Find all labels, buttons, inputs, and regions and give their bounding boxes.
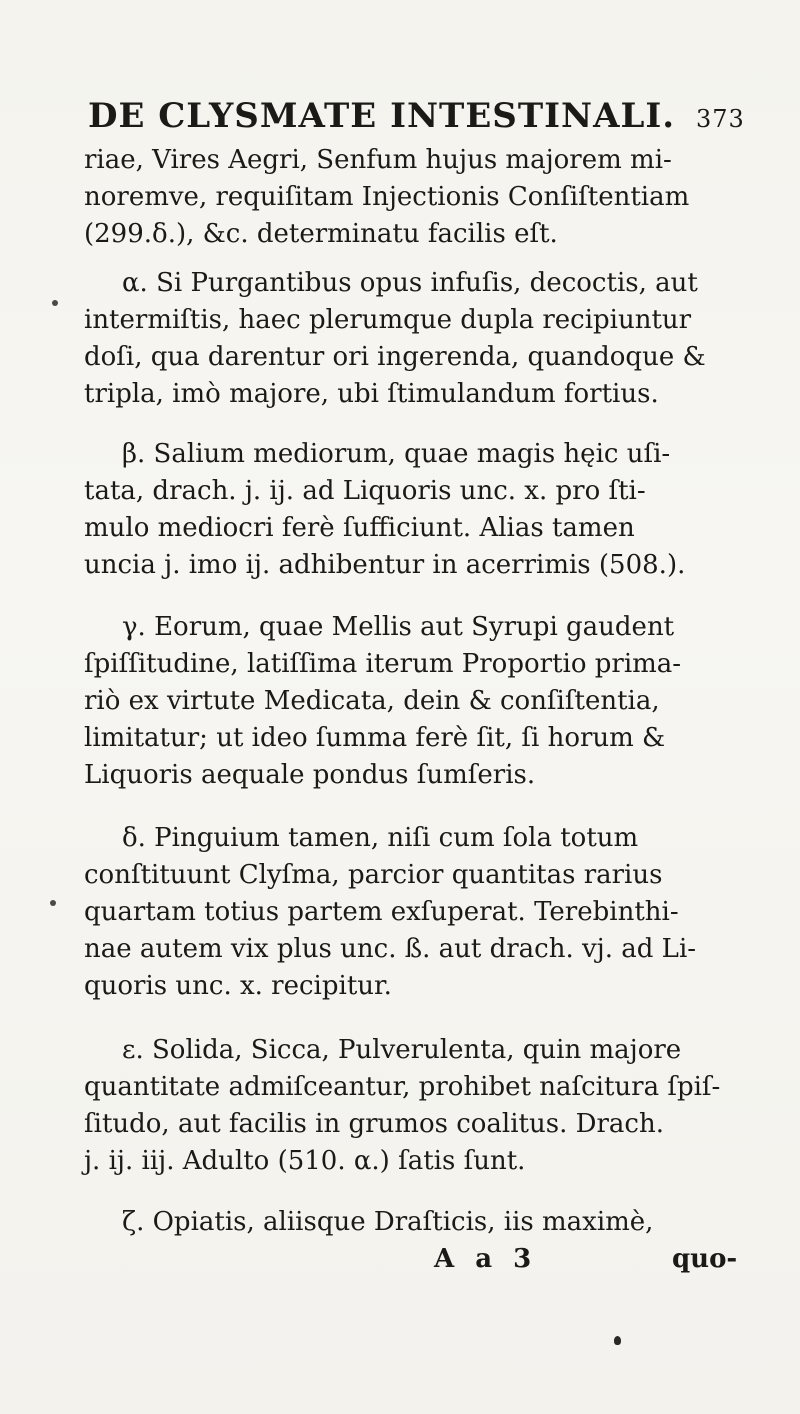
catchword: quo- xyxy=(672,1244,738,1274)
running-title: DE CLYSMATE INTESTINALI. xyxy=(88,96,676,136)
text-line: ε. Solida, Sicca, Pulverulenta, quin majore xyxy=(122,1035,682,1065)
text-line: noremve, requiſitam Injectionis Conſiſtentiam xyxy=(84,182,690,212)
text-line: quartam totius partem exſuperat. Terebinthi- xyxy=(84,897,679,927)
text-line: tripla, imò majore, ubi ſtimulandum fortius. xyxy=(84,379,659,409)
text-line: mulo mediocri ferè ſufficiunt. Alias tamen xyxy=(84,513,635,543)
text-line: δ. Pinguium tamen, niſi cum ſola totum xyxy=(122,823,639,853)
text-line: (299.δ.), &c. determinatu facilis eſt. xyxy=(84,219,558,249)
text-line: conſtituunt Clyſma, parcior quantitas rarius xyxy=(84,860,663,890)
paragraph-beta xyxy=(84,436,774,584)
paragraph-intro xyxy=(84,142,774,253)
text-line: ζ. Opiatis, aliisque Draſticis, iis maximè, xyxy=(122,1207,654,1237)
text-line: ſitudo, aut facilis in grumos coalitus. Drach. xyxy=(84,1109,664,1139)
paragraph-delta xyxy=(84,820,774,1005)
text-line: riò ex virtute Medicata, dein & conſiſtentia, xyxy=(84,686,660,716)
paragraph-epsilon xyxy=(84,1032,774,1180)
page-number: 373 xyxy=(695,105,745,133)
running-header xyxy=(88,96,778,136)
text-line: doſi, qua darentur ori ingerenda, quandoque & xyxy=(84,342,706,372)
paragraph-zeta xyxy=(84,1204,774,1241)
text-line: γ. Eorum, quae Mellis aut Syrupi gaudent xyxy=(122,612,675,642)
ink-speck xyxy=(614,1336,621,1345)
paragraph-gamma xyxy=(84,609,774,794)
text-line: j. ij. iij. Adulto (510. α.) ſatis ſunt. xyxy=(84,1146,526,1176)
text-line: uncia j. imo ij. adhibentur in acerrimis (508.). xyxy=(84,550,686,580)
text-line: intermiſtis, haec plerumque dupla recipiuntur xyxy=(84,305,692,335)
text-line: limitatur; ut ideo ſumma ferè ſit, ſi horum & xyxy=(84,723,666,753)
text-line: nae autem vix plus unc. ß. aut drach. vj. ad Li- xyxy=(84,934,697,964)
text-line: ſpiſſitudine, latiſſima iterum Proportio prima- xyxy=(84,649,682,679)
text-line: α. Si Purgantibus opus infuſis, decoctis, aut xyxy=(122,268,698,298)
text-line: riae, Vires Aegri, Senfum hujus majorem mi- xyxy=(84,145,672,175)
text-line: tata, drach. j. ij. ad Liquoris unc. x. pro ſti- xyxy=(84,476,646,506)
signature-mark: A a 3 xyxy=(434,1244,538,1274)
text-line: Liquoris aequale pondus ſumſeris. xyxy=(84,760,536,790)
text-line: quoris unc. x. recipitur. xyxy=(84,971,392,1001)
paragraph-alpha xyxy=(84,265,774,413)
text-line: β. Salium mediorum, quae magis hęic uſi- xyxy=(122,439,671,469)
text-line: quantitate admiſceantur, prohibet naſcitura ſpiſ- xyxy=(84,1072,721,1102)
margin-mark xyxy=(52,300,58,306)
margin-mark xyxy=(50,900,56,906)
